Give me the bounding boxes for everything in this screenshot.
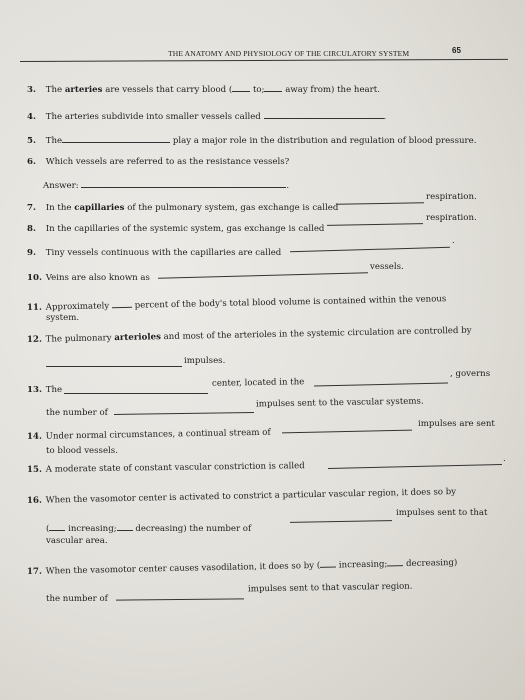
question-text: The <box>45 385 63 395</box>
question-17-cont: the number of <box>46 594 108 604</box>
question-7 <box>27 204 338 213</box>
answer-blank[interactable] <box>49 523 65 531</box>
question-number: 12. <box>26 334 43 345</box>
question-term: capillaries <box>74 203 125 213</box>
question-15-tail: . <box>503 454 506 464</box>
question-term: arterioles <box>114 332 162 344</box>
question-text: The <box>45 136 63 146</box>
question-number: 14. <box>26 431 43 442</box>
question-text: . <box>286 181 290 191</box>
answer-blank[interactable] <box>264 111 384 119</box>
answer-blank[interactable] <box>117 523 133 531</box>
question-14 <box>27 429 271 442</box>
answer-blank[interactable] <box>46 366 182 367</box>
answer-blank[interactable] <box>314 382 448 386</box>
question-text: Which vessels are referred to as the resistance vessels? <box>45 157 290 167</box>
question-number: 7. <box>27 203 36 213</box>
question-14-tail: impulses are sent <box>418 419 495 429</box>
answer-blank[interactable] <box>290 247 450 252</box>
question-3 <box>27 84 380 95</box>
question-text: The <box>45 85 63 95</box>
answer-blank[interactable] <box>327 223 423 226</box>
question-7-tail: respiration. <box>426 192 477 202</box>
question-13-part: impulses sent to the vascular systems. <box>255 396 424 410</box>
answer-blank[interactable] <box>81 180 286 188</box>
question-14-cont: to blood vessels. <box>46 446 118 456</box>
answer-blank[interactable] <box>264 84 282 92</box>
question-text: decreasing) <box>405 557 458 570</box>
question-text: percent of the body's total blood volume is contained within the venous <box>134 294 447 311</box>
question-number: 4. <box>27 112 36 122</box>
question-text: . <box>383 112 387 122</box>
question-text: decreasing) the number of <box>135 524 252 534</box>
answer-label: Answer: <box>43 181 79 191</box>
question-15 <box>27 462 305 474</box>
answer-blank[interactable] <box>64 393 208 394</box>
answer-blank[interactable] <box>112 300 132 308</box>
answer-blank[interactable] <box>116 598 244 600</box>
question-17 <box>27 557 458 577</box>
question-4 <box>27 111 386 122</box>
answer-blank[interactable] <box>158 272 368 278</box>
question-text: In the <box>45 203 72 213</box>
question-17-part: impulses sent to that vascular region. <box>247 581 413 595</box>
question-9-tail: . <box>452 236 455 246</box>
question-number: 8. <box>27 224 36 234</box>
answer-blank[interactable] <box>336 202 424 205</box>
question-12 <box>27 327 472 345</box>
question-text: Veins are also known as <box>45 273 150 283</box>
answer-blank[interactable] <box>114 412 254 415</box>
question-term: arteries <box>64 85 103 95</box>
question-text: to; <box>252 85 265 95</box>
question-11-cont: system. <box>46 313 80 323</box>
question-text: When the vasomotor center is activated to constrict a particular vascular region, it does so by <box>45 487 457 506</box>
question-12-tail: impulses. <box>184 356 226 366</box>
question-text: play a major role in the distribution and regulation of blood pressure. <box>172 136 477 146</box>
page-header-title: THE ANATOMY AND PHYSIOLOGY OF THE CIRCULATORY SYSTEM <box>168 49 410 58</box>
question-text: Approximately <box>45 301 110 313</box>
question-number: 9. <box>27 248 36 258</box>
question-text: ( <box>46 524 50 534</box>
question-text: increasing; <box>338 559 388 571</box>
question-number: 10. <box>27 273 42 283</box>
question-16-cont <box>46 523 251 534</box>
question-9 <box>27 249 281 258</box>
question-13-part: , governs <box>450 369 491 379</box>
answer-blank[interactable] <box>328 464 502 469</box>
question-8 <box>27 225 324 234</box>
page-number: 65 <box>452 46 461 55</box>
question-text: Tiny vessels continuous with the capillaries are called <box>45 248 282 258</box>
question-16-part: impulses sent to that <box>396 508 488 518</box>
question-6 <box>27 158 289 167</box>
answer-blank[interactable] <box>232 84 250 92</box>
question-text: Under normal circumstances, a continual stream of <box>45 427 271 442</box>
question-text: and most of the arterioles in the systemic circulation are controlled by <box>163 325 472 343</box>
question-6-answer <box>43 180 289 191</box>
question-13-cont: the number of <box>46 408 108 418</box>
header-rule <box>20 59 508 62</box>
question-5 <box>27 135 476 146</box>
question-text: increasing; <box>68 524 117 534</box>
question-13 <box>27 386 62 395</box>
question-text: In the capillaries of the systemic system, gas exchange is called <box>45 224 325 234</box>
question-number: 6. <box>27 157 36 167</box>
question-number: 15. <box>26 464 43 475</box>
question-number: 5. <box>27 136 36 146</box>
question-number: 13. <box>27 385 42 395</box>
question-10-tail: vessels. <box>370 262 404 272</box>
question-number: 3. <box>27 85 36 95</box>
answer-blank[interactable] <box>320 560 336 568</box>
question-number: 17. <box>26 566 43 577</box>
question-text: The pulmonary <box>45 333 112 345</box>
question-11 <box>27 293 446 312</box>
answer-blank[interactable] <box>282 430 412 434</box>
question-16 <box>27 488 456 506</box>
question-text: When the vasomotor center causes vasodilation, it does so by ( <box>45 560 321 577</box>
answer-blank[interactable] <box>387 558 403 566</box>
question-text: are vessels that carry blood ( <box>105 85 233 95</box>
question-13-part: center, located in the <box>211 377 305 389</box>
question-number: 16. <box>26 495 43 506</box>
question-16-cont2: vascular area. <box>46 536 108 546</box>
question-text: away from) the heart. <box>285 85 380 95</box>
question-text: A moderate state of constant vascular constriction is called <box>45 461 305 475</box>
question-text: of the pulmonary system, gas exchange is called <box>127 203 339 213</box>
question-text: The arteries subdivide into smaller vessels called <box>45 112 261 122</box>
question-10 <box>27 274 150 283</box>
question-number: 11. <box>26 302 43 313</box>
question-8-tail: respiration. <box>426 213 477 223</box>
answer-blank[interactable] <box>62 135 170 143</box>
answer-blank[interactable] <box>290 520 392 523</box>
